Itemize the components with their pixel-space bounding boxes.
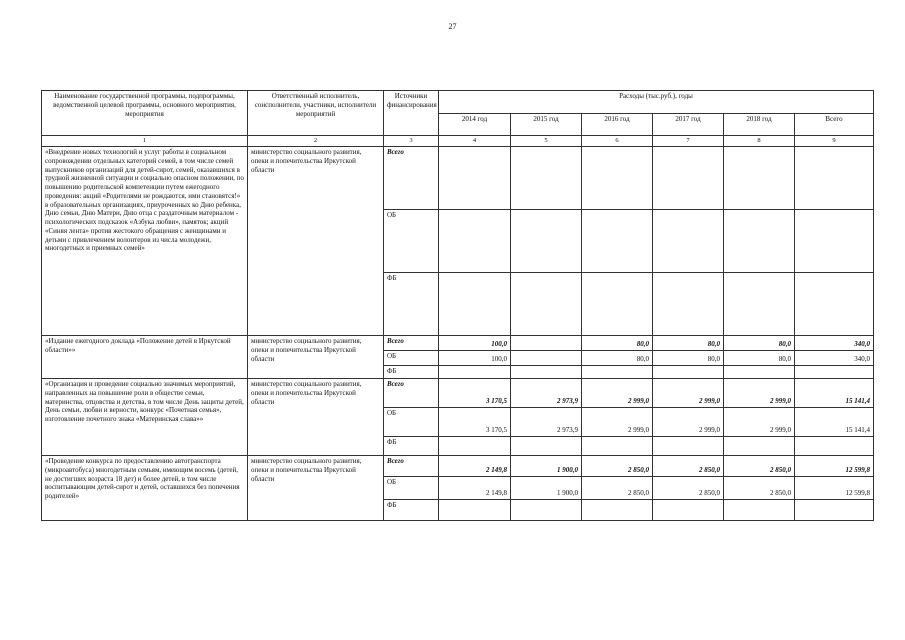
value-cell: 2 850,0 — [582, 477, 653, 500]
activity-executor: министерство социального развития, опеки и попечительства Иркутской области — [248, 336, 384, 379]
header-year: 2014 год — [439, 114, 511, 136]
value-cell: 80,0 — [724, 351, 795, 366]
value-cell: 80,0 — [582, 336, 653, 351]
value-cell: 3 170,5 — [439, 379, 511, 408]
value-cell: 1 900,0 — [511, 477, 582, 500]
header-year: 2016 год — [582, 114, 653, 136]
column-number: 8 — [724, 136, 795, 147]
column-number: 3 — [384, 136, 439, 147]
table-row — [42, 456, 874, 477]
column-number: 1 — [42, 136, 248, 147]
value-cell — [511, 336, 582, 351]
activity-executor: министерство социального развития, опеки и попечительства Иркутской области — [248, 379, 384, 456]
activity-name: «Внедрение новых технологий и услуг работы в социальном сопровождении отдельных категорий семей, в том числе семей выпускников организаций для детей-сирот, семей, оказавшихся в трудной жизненной ситуации и социально опасном положении, по повышению родительской компетенции путем ежегодного проведения: акций «Родителями не рождаются, ими становятся!» в образовательных организациях, приуроченных ко Дню ребенка, Дню семьи, Дню Матери, Дню отца с раздаточным материалом - психологических подсказок «Азбука любви», памяток; акций «Синяя лента» против жестокого обращения с женщинами и детьми с привлечением волонтеров из числа молодежи, многодетных и приемных семей» — [42, 147, 248, 336]
value-cell: 2 999,0 — [653, 408, 724, 437]
expenses-table — [41, 90, 874, 521]
value-cell: 15 141,4 — [795, 408, 874, 437]
value-cell: 100,0 — [439, 351, 511, 366]
header-expenses: Расходы (тыс.руб.), годы — [439, 91, 874, 114]
header-year: 2015 год — [511, 114, 582, 136]
column-number: 7 — [653, 136, 724, 147]
value-cell: 1 900,0 — [511, 456, 582, 477]
value-cell: 2 999,0 — [724, 408, 795, 437]
value-cell: 2 999,0 — [653, 379, 724, 408]
source-label: ОБ — [384, 210, 439, 273]
value-cell: 2 973,9 — [511, 408, 582, 437]
value-cell: 80,0 — [724, 336, 795, 351]
value-cell: 340,0 — [795, 336, 874, 351]
header-sources: Источники финансирования — [384, 91, 439, 136]
source-label: Всего — [384, 336, 439, 351]
source-label: ОБ — [384, 408, 439, 437]
column-number: 6 — [582, 136, 653, 147]
activity-name: «Организация и проведение социально значимых мероприятий, направленных на повышение роли в обществе семьи, материнства, отцовства и детства, в том числе День защиты детей, День семьи, любви и верности, конкурс «Почетная семья», изготовление почетного знака «Материнская слава»» — [42, 379, 248, 456]
value-cell: 15 141,4 — [795, 379, 874, 408]
value-cell: 80,0 — [582, 351, 653, 366]
header-year: 2017 год — [653, 114, 724, 136]
value-cell: 3 170,5 — [439, 408, 511, 437]
value-cell: 2 999,0 — [724, 379, 795, 408]
table-row — [42, 147, 874, 210]
value-cell: 2 850,0 — [582, 456, 653, 477]
header-year: 2018 год — [724, 114, 795, 136]
header-executor: Ответственный исполнитель, соисполнители, участники, исполнители мероприятий — [248, 91, 384, 136]
source-label: ОБ — [384, 351, 439, 366]
value-cell: 2 999,0 — [582, 379, 653, 408]
activity-name: «Издание ежегодного доклада «Положение детей в Иркутской области»» — [42, 336, 248, 379]
value-cell: 2 850,0 — [724, 477, 795, 500]
activity-name: «Проведение конкурса по предоставлению автотранспорта (микроавтобуса) многодетным семьям, имеющим восемь (детей, не достигших возраста 18 дет) и более детей, в том числе воспитывающим детей-сирот и детей, оставшихся без попечения родителей» — [42, 456, 248, 521]
value-cell: 2 850,0 — [653, 477, 724, 500]
column-number: 2 — [248, 136, 384, 147]
header-program: Наименование государственной программы, подпрограммы, ведомственной целевой программы, основного мероприятия, мероприятия — [42, 91, 248, 136]
column-number: 9 — [795, 136, 874, 147]
source-label: ФБ — [384, 366, 439, 379]
source-label: Всего — [384, 456, 439, 477]
table-row — [42, 379, 874, 408]
value-cell: 2 149,8 — [439, 477, 511, 500]
source-label: Всего — [384, 147, 439, 210]
page-number: 27 — [448, 22, 457, 31]
value-cell: 340,0 — [795, 351, 874, 366]
source-label: ФБ — [384, 437, 439, 456]
value-cell: 2 149,8 — [439, 456, 511, 477]
value-cell: 80,0 — [653, 336, 724, 351]
column-number: 4 — [439, 136, 511, 147]
column-number: 5 — [511, 136, 582, 147]
value-cell: 2 850,0 — [724, 456, 795, 477]
header-total: Всего — [795, 114, 874, 136]
value-cell: 12 599,8 — [795, 456, 874, 477]
table-row — [42, 336, 874, 351]
value-cell: 80,0 — [653, 351, 724, 366]
value-cell: 12 599,8 — [795, 477, 874, 500]
value-cell: 100,0 — [439, 336, 511, 351]
value-cell: 2 850,0 — [653, 456, 724, 477]
value-cell: 2 999,0 — [582, 408, 653, 437]
source-label: ФБ — [384, 500, 439, 521]
source-label: Всего — [384, 379, 439, 408]
activity-executor: министерство социального развития, опеки и попечительства Иркутской области — [248, 456, 384, 521]
source-label: ФБ — [384, 273, 439, 336]
value-cell — [511, 351, 582, 366]
value-cell: 2 973,9 — [511, 379, 582, 408]
activity-executor: министерство социального развития, опеки и попечительства Иркутской области — [248, 147, 384, 336]
source-label: ОБ — [384, 477, 439, 500]
